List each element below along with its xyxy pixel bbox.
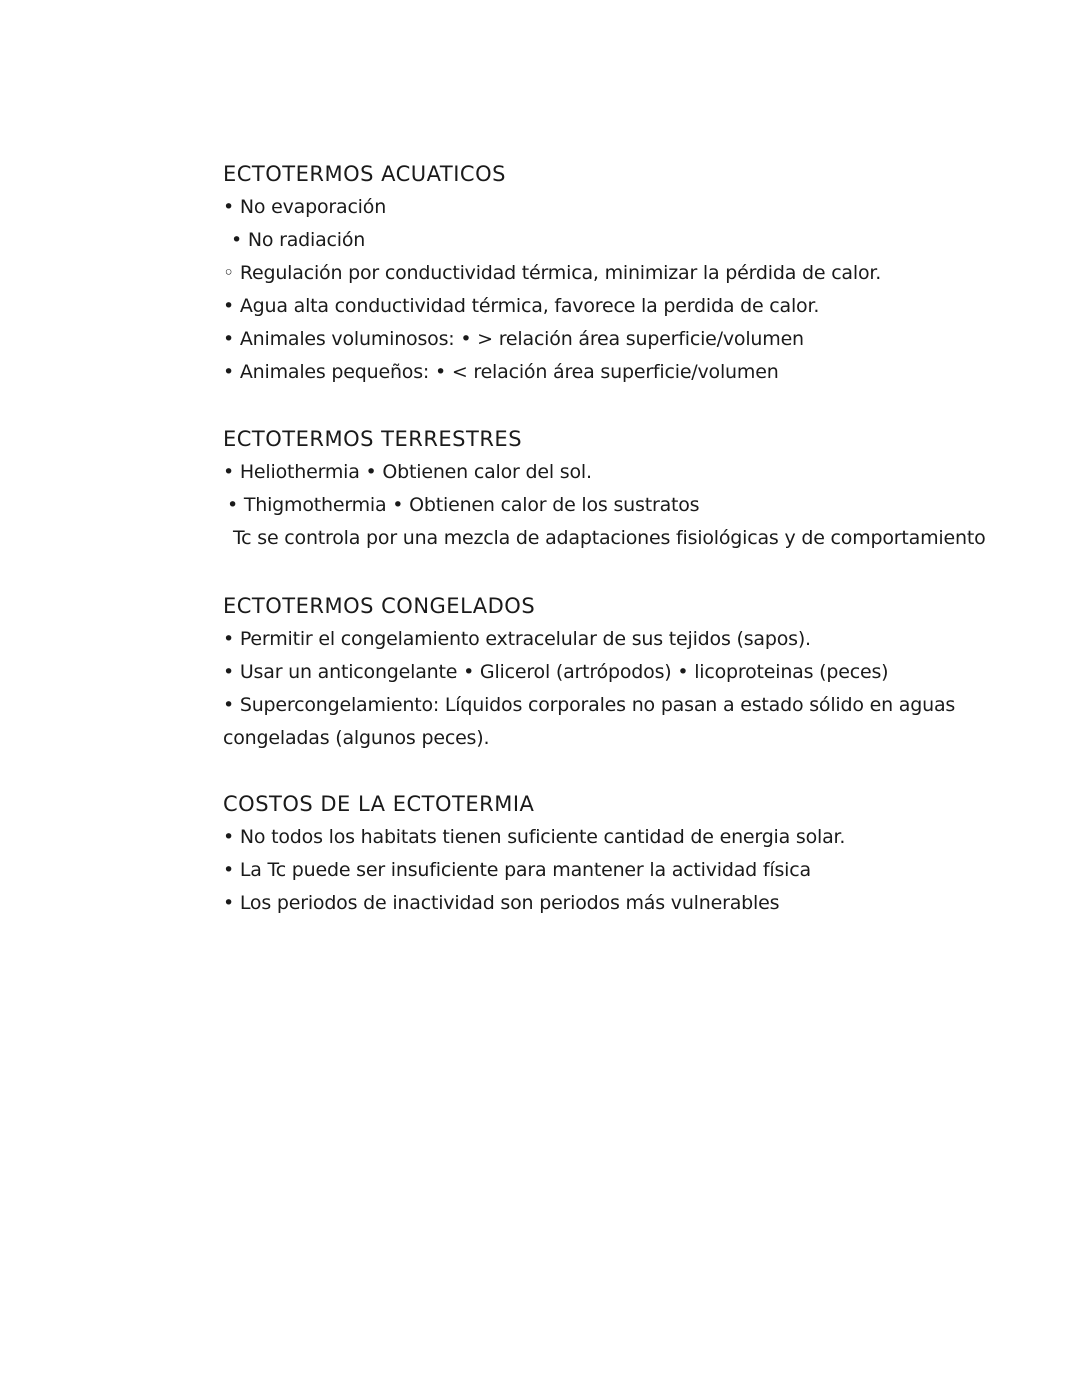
note-line: Tc se controla por una mezcla de adaptaciones fisiológicas y de comportamiento xyxy=(233,527,986,549)
section-heading: ECTOTERMOS TERRESTRES xyxy=(223,427,523,451)
section-ectotermos-congelados xyxy=(223,589,956,755)
section-heading: ECTOTERMOS ACUATICOS xyxy=(223,162,506,186)
note-line: congeladas (algunos peces). xyxy=(223,727,490,749)
section-ectotermos-terrestres xyxy=(223,422,986,555)
note-line: • Animales pequeños: • < relación área superficie/volumen xyxy=(223,361,779,383)
note-line: • Thigmothermia • Obtienen calor de los sustratos xyxy=(227,494,700,516)
note-line: • Los periodos de inactividad son periodos más vulnerables xyxy=(223,892,780,914)
note-line: • No todos los habitats tienen suficiente cantidad de energia solar. xyxy=(223,826,846,848)
section-ectotermos-acuaticos xyxy=(223,157,923,389)
note-line: ◦ Regulación por conductividad térmica, minimizar la pérdida de calor. xyxy=(223,262,882,284)
note-line: • No evaporación xyxy=(223,196,387,218)
note-line: • Agua alta conductividad térmica, favorece la perdida de calor. xyxy=(223,295,820,317)
note-line: • Supercongelamiento: Líquidos corporales no pasan a estado sólido en aguas xyxy=(223,694,956,716)
section-costos-ectotermia xyxy=(223,787,923,920)
note-line: • Usar un anticongelante • Glicerol (artrópodos) • licoproteinas (peces) xyxy=(223,661,889,683)
note-line: • Heliothermia • Obtienen calor del sol. xyxy=(223,461,592,483)
section-heading: ECTOTERMOS CONGELADOS xyxy=(223,594,536,618)
note-line: • No radiación xyxy=(231,229,366,251)
note-line: • Permitir el congelamiento extracelular de sus tejidos (sapos). xyxy=(223,628,811,650)
note-line: • La Tc puede ser insuficiente para mantener la actividad física xyxy=(223,859,811,881)
note-line: • Animales voluminosos: • > relación área superficie/volumen xyxy=(223,328,804,350)
section-heading: COSTOS DE LA ECTOTERMIA xyxy=(223,792,535,816)
